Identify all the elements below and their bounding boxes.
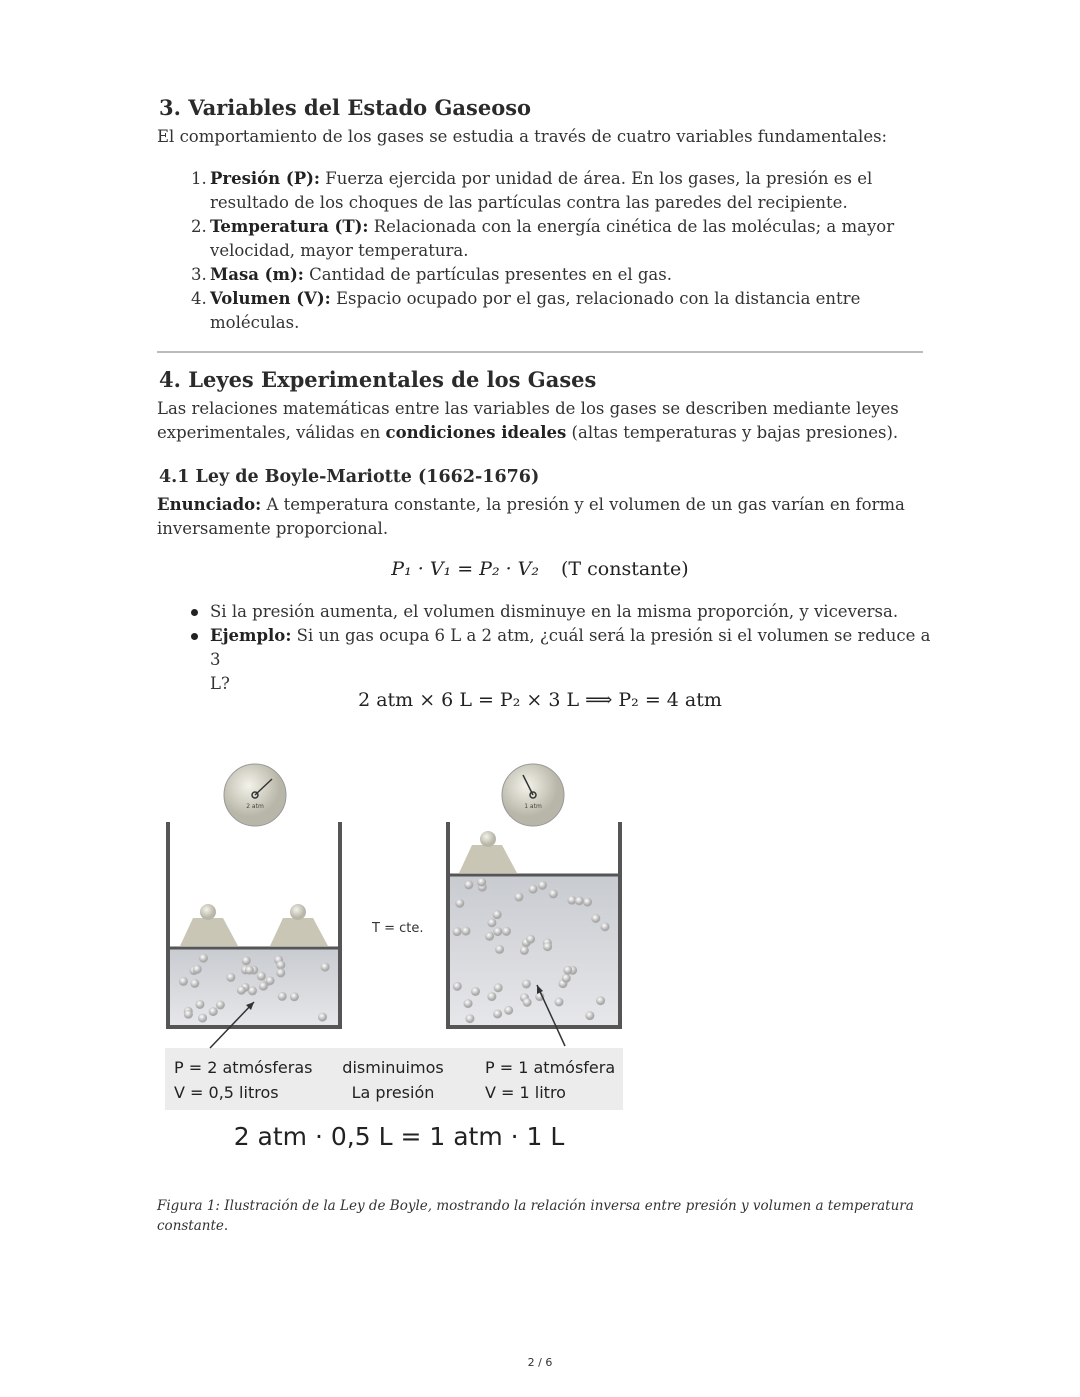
caption-line: constante. [157, 1218, 229, 1234]
gas-particle [179, 977, 188, 986]
gas-particle [318, 1013, 327, 1022]
gas-particle [591, 914, 600, 923]
intro-line: (altas temperaturas y bajas presiones). [566, 423, 899, 442]
gas-particle [453, 927, 462, 936]
gas-particle [487, 992, 496, 1001]
bullet-text: Si un gas ocupa 6 L a 2 atm, ¿cuál será la presión si el volumen se reduce a 3 [210, 626, 931, 669]
term: Presión (P): [210, 169, 321, 188]
section-4-heading: 4. Leyes Experimentales de los Gases [159, 367, 597, 392]
gas-particle [514, 893, 523, 902]
gas-particle [455, 899, 464, 908]
gas-particle [195, 1000, 204, 1009]
gas-particle [190, 979, 199, 988]
gas-particle [487, 918, 496, 927]
definition: Fuerza ejercida por unidad de área. En los gases, la presión es el [320, 169, 873, 188]
right-pressure-label: P = 1 atmósfera [485, 1058, 616, 1077]
gas-particle [465, 1014, 474, 1023]
gas-particle [502, 927, 511, 936]
gas-particle [549, 889, 558, 898]
gas-particle [216, 1001, 225, 1010]
section-3-heading: 3. Variables del Estado Gaseoso [159, 95, 532, 120]
term: Masa (m): [210, 265, 304, 284]
gas-particle [526, 935, 535, 944]
gas-particle [453, 982, 462, 991]
list-number: 3. [191, 265, 207, 284]
gas-particle [184, 1010, 193, 1019]
gas-particle [471, 987, 480, 996]
statement-text: A temperatura constante, la presión y el volumen de un gas varían en forma [261, 495, 905, 514]
example-equation: 2 atm × 6 L = P₂ × 3 L ⟹ P₂ = 4 atm [358, 689, 722, 711]
gas-particle [321, 963, 330, 972]
formula: P₁ · V₁ = P₂ · V₂ [391, 558, 540, 580]
term: Temperatura (T): [210, 217, 369, 236]
weight-knob [200, 904, 216, 920]
page-number: 2 / 6 [527, 1356, 553, 1369]
statement-label: Enunciado: [157, 495, 262, 514]
weight-knob [480, 831, 496, 847]
gas-particle [198, 1014, 207, 1023]
gas-particle [257, 972, 266, 981]
weight-knob [290, 904, 306, 920]
gas-particle [543, 942, 552, 951]
gas-particle [583, 898, 592, 907]
weight-icon [180, 918, 238, 946]
gas-particle [493, 927, 502, 936]
left-volume-label: V = 0,5 litros [174, 1083, 279, 1102]
bullet-text: Si la presión aumenta, el volumen disminuye en la misma proporción, y viceversa. [210, 602, 899, 621]
gas-particle [494, 983, 503, 992]
gas-particle [585, 1011, 594, 1020]
caption-line: Figura 1: Ilustración de la Ley de Boyle, mostrando la relación inversa entre presión y volumen a temperatura [157, 1198, 914, 1214]
intro-line: experimentales, válidas en [157, 423, 386, 442]
middle-label-1: disminuimos [342, 1058, 444, 1077]
gas-particle [538, 881, 547, 890]
definition: Espacio ocupado por el gas, relacionado con la distancia entre [330, 289, 861, 308]
gas-particle [529, 885, 538, 894]
definition: Cantidad de partículas presentes en el gas. [303, 265, 672, 284]
gas-particle [461, 927, 470, 936]
gas-particle [199, 954, 208, 963]
list-number: 1. [191, 169, 207, 188]
weight-icon [459, 845, 517, 873]
temperature-constant-label: T = cte. [372, 921, 424, 936]
definition: Relacionada con la energía cinética de las moléculas; a mayor [368, 217, 895, 236]
gauge-right-label: 1 atm [524, 803, 542, 810]
gas-particle [520, 946, 529, 955]
gas-particle [209, 1007, 218, 1016]
gas-particle [464, 880, 473, 889]
right-volume-label: V = 1 litro [485, 1083, 566, 1102]
bullet-text: L? [210, 674, 230, 693]
list-number: 4. [191, 289, 207, 308]
boyle-heading: 4.1 Ley de Boyle-Mariotte (1662-1676) [159, 467, 540, 487]
gas-particle [266, 976, 275, 985]
figure-caption [157, 1196, 914, 1236]
list-number: 2. [191, 217, 207, 236]
gas-particle [276, 961, 285, 970]
middle-label-2: La presión [351, 1083, 435, 1102]
definition-cont: velocidad, mayor temperatura. [210, 241, 469, 260]
gas-particle [193, 965, 202, 974]
ideal-conditions-bold: condiciones ideales [385, 423, 567, 442]
figure-equation: 2 atm · 0,5 L = 1 atm · 1 L [233, 1122, 565, 1151]
gas-particle [495, 945, 504, 954]
gas-particle [601, 922, 610, 931]
formula-note: (T constante) [561, 558, 689, 580]
gas-particle [237, 986, 246, 995]
definition-cont: moléculas. [210, 313, 300, 332]
gas-particle [493, 910, 502, 919]
weight-icon [270, 918, 328, 946]
gas-particle [485, 932, 494, 941]
gas-particle [242, 956, 251, 965]
intro-line: Las relaciones matemáticas entre las variables de los gases se describen mediante leyes [157, 399, 899, 418]
definition-cont: resultado de los choques de las partículas contra las paredes del recipiente. [210, 193, 848, 212]
example-label: Ejemplo: [210, 626, 292, 645]
gas-particle [563, 966, 572, 975]
gas-particle [562, 974, 571, 983]
gas-particle [477, 878, 486, 887]
gas-right [449, 875, 619, 1026]
gauge-left-label: 2 atm [246, 803, 264, 810]
gas-particle [555, 998, 564, 1007]
gas-particle [464, 999, 473, 1008]
term: Volumen (V): [210, 289, 331, 308]
gas-particle [245, 966, 254, 975]
gas-particle [575, 896, 584, 905]
gas-particle [522, 979, 531, 988]
statement-text: inversamente proporcional. [157, 519, 389, 538]
gauge-left-icon [224, 764, 286, 826]
gas-particle [523, 998, 532, 1007]
gas-particle [278, 992, 287, 1001]
gauge-right-icon [502, 764, 564, 826]
gas-particle [226, 973, 235, 982]
gas-particle [504, 1006, 513, 1015]
gas-particle [596, 996, 605, 1005]
gas-particle [276, 968, 285, 977]
gas-particle [290, 992, 299, 1001]
left-pressure-label: P = 2 atmósferas [174, 1058, 313, 1077]
section-3-intro: El comportamiento de los gases se estudia a través de cuatro variables fundamentales: [157, 127, 888, 146]
gas-particle [493, 1009, 502, 1018]
